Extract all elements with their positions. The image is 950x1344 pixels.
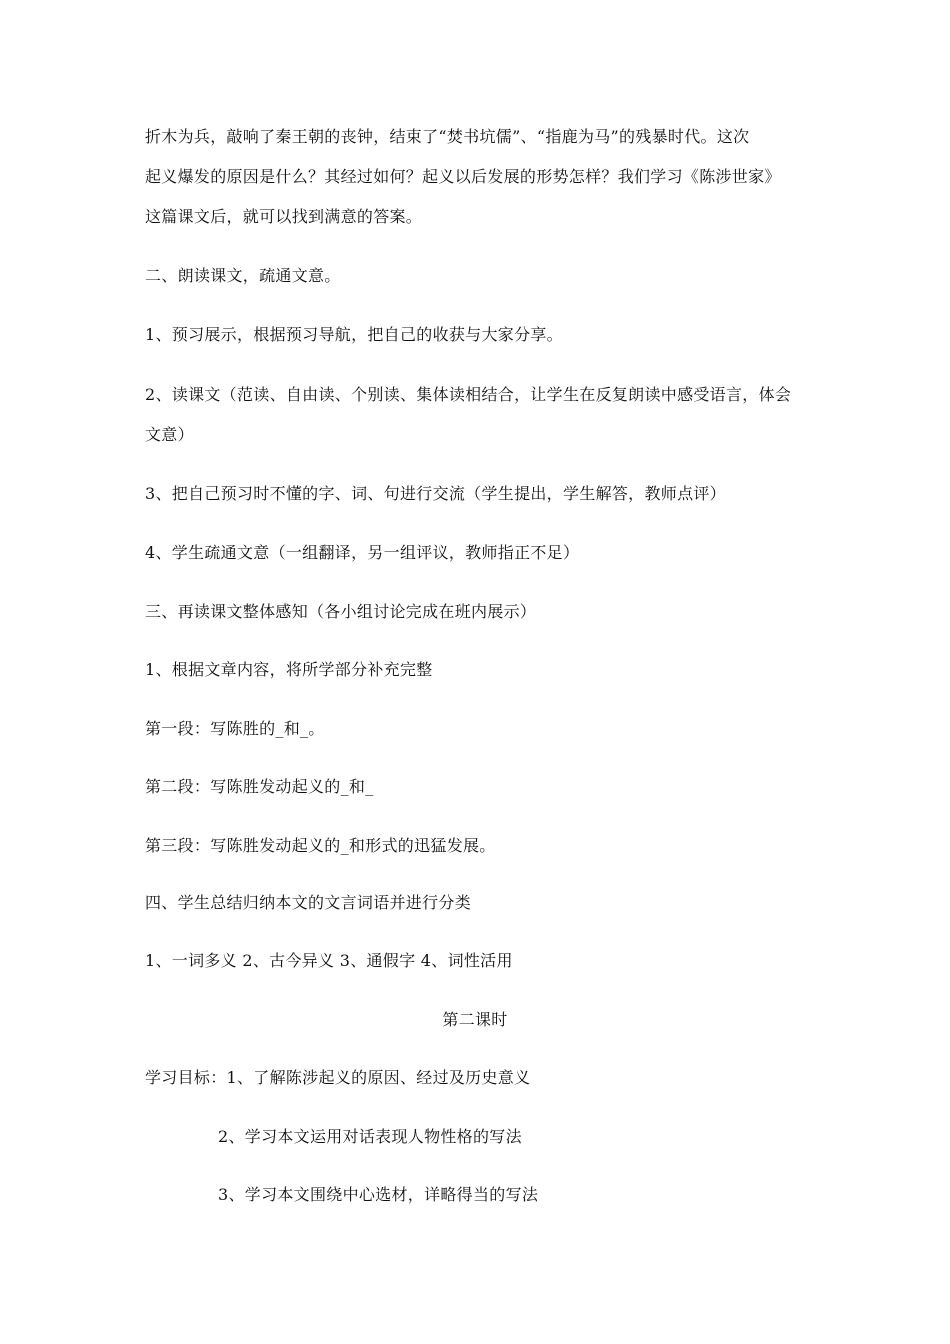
list-item: 3、把自己预习时不懂的字、词、句进行交流（学生提出，学生解答，教师点评） — [145, 484, 726, 503]
intro-line-3: 这篇课文后，就可以找到满意的答案。 — [145, 207, 423, 226]
list-item: 1、一词多义 2、古今异义 3、通假字 4、词性活用 — [145, 951, 513, 970]
section-heading-vocabulary: 四、学生总结归纳本文的文言词语并进行分类 — [145, 893, 472, 912]
section-heading-reading: 二、朗读课文，疏通文意。 — [145, 266, 341, 285]
lesson-title: 第二课时 — [442, 1010, 508, 1029]
section-heading-overall: 三、再读课文整体感知（各小组讨论完成在班内展示） — [145, 602, 537, 621]
intro-line-2: 起义爆发的原因是什么？其经过如何？起义以后发展的形势怎样？我们学习《陈涉世家》 — [145, 167, 781, 186]
objective-line: 2、学习本文运用对话表现人物性格的写法 — [218, 1127, 522, 1146]
list-item: 1、预习展示，根据预习导航，把自己的收获与大家分享。 — [145, 325, 563, 344]
objective-line: 3、学习本文围绕中心选材，详略得当的写法 — [218, 1185, 539, 1204]
list-item: 第三段：写陈胜发动起义的_和形式的迅猛发展。 — [145, 836, 496, 855]
list-item: 第二段：写陈胜发动起义的_和_ — [145, 777, 374, 796]
list-item: 2、读课文（范读、自由读、个别读、集体读相结合，让学生在反复朗读中感受语言，体会 — [145, 385, 792, 404]
list-item: 4、学生疏通文意（一组翻译，另一组评议，教师指正不足） — [145, 543, 580, 562]
objective-line: 学习目标：1、了解陈涉起义的原因、经过及历史意义 — [145, 1068, 531, 1087]
list-item: 1、根据文章内容，将所学部分补充完整 — [145, 660, 433, 679]
list-item-continuation: 文意） — [145, 425, 194, 444]
list-item: 第一段：写陈胜的_和_。 — [145, 719, 325, 738]
intro-line-1: 折木为兵，敲响了秦王朝的丧钟，结束了“焚书坑儒”、“指鹿为马”的残暴时代。这次 — [145, 127, 750, 146]
